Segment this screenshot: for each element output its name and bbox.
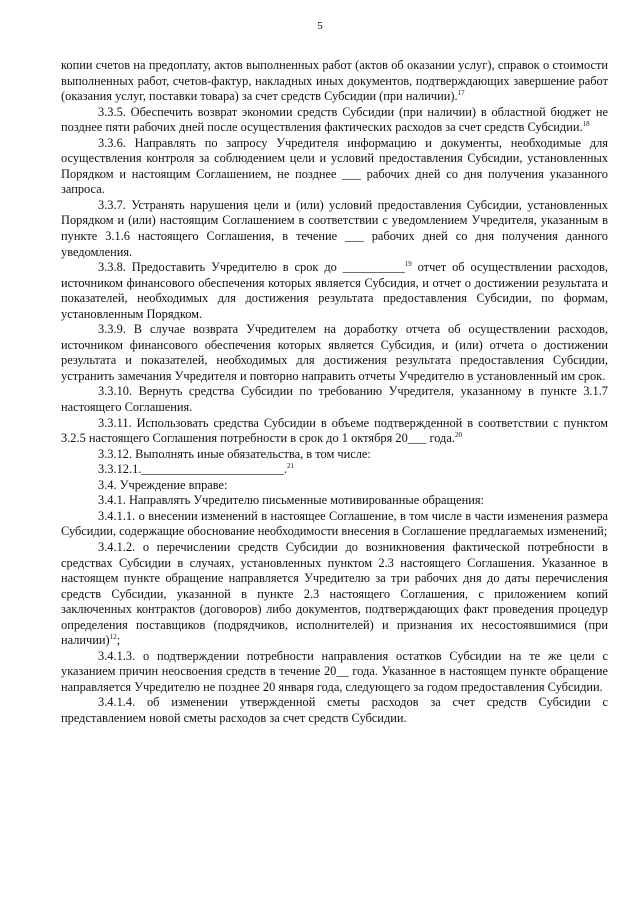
footnote-reference: 19 <box>404 260 412 269</box>
paragraph <box>61 384 608 415</box>
paragraph-text: 3.4.1.1. о внесении изменений в настоящее Соглашение, в том числе в части изменения размера Субсидии, содержащие обоснование необходимости внесения в Соглашение предлагаемых изменений; <box>61 508 608 539</box>
paragraph <box>61 649 608 696</box>
paragraph <box>61 447 608 463</box>
paragraph <box>61 493 608 509</box>
paragraph <box>61 58 608 105</box>
footnote-reference: 18 <box>582 120 590 129</box>
paragraph-text: 3.3.11. Использовать средства Субсидии в объеме подтвержденной в соответствии с пунктом 3.2.5 настоящего Соглашения потребности в срок до 1 октября 20___ года. <box>61 415 608 446</box>
paragraph-text: 3.4. Учреждение вправе: <box>98 477 228 492</box>
document-body <box>61 58 608 727</box>
footnote-reference: 17 <box>457 89 465 98</box>
footnote-reference: 12 <box>109 633 117 642</box>
paragraph <box>61 462 608 478</box>
paragraph <box>61 695 608 726</box>
paragraph-text: 3.3.5. Обеспечить возврат экономии средств Субсидии (при наличии) в областной бюджет не позднее пяти рабочих дней после осуществления фактических расходов за счет средств Субсидии. <box>61 104 608 135</box>
footnote-reference: 20 <box>454 431 462 440</box>
paragraph <box>61 198 608 260</box>
paragraph-text: 3.3.12. Выполнять иные обязательства, в том числе: <box>98 446 371 461</box>
paragraph-text: 3.4.1.2. о перечислении средств Субсидии до возникновения фактической потребности в средствах Субсидии в случаях, установленных пунктом 2.3 настоящего Соглашения. Указанное в настоящем пункте обращение направляется Учредителю за три рабочих дня до даты перечисления средств Субсидии, указанной в пункте 2.3 настоящего Соглашения, с приложением копий заключенных контрактов (договоров) либо документов, подтверждающих факт проведения процедур определения поставщиков (подрядчиков, исполнителей) и признания их несостоявшимися (при наличии) <box>61 539 608 648</box>
paragraph-text: 3.4.1. Направлять Учредителю письменные мотивированные обращения: <box>98 493 484 508</box>
paragraph <box>61 416 608 447</box>
paragraph-text: 3.4.1.4. об изменении утвержденной сметы расходов за счет средств Субсидии с представлением новой сметы расходов за счет средств Субсидии. <box>61 695 608 725</box>
paragraph-text: копии счетов на предоплату, актов выполненных работ (актов об оказании услуг), справок о стоимости выполненных работ, счетов-фактур, накладных иных документов, подтверждающих завершение работ (оказания услуг, поставки товара) за счет средств Субсидии (при наличии). <box>61 58 608 104</box>
paragraph-text: 3.3.7. Устранять нарушения цели и (или) условий предоставления Субсидии, установленных Порядком и (или) настоящим Соглашением в соответствии с уведомлением Учредителя, указанным в пункте 3.1.6 настоящего Соглашения, в течение ___ рабочих дней со дня получения данного уведомления. <box>61 197 608 259</box>
footnote-reference: 21 <box>286 462 294 471</box>
paragraph-text: 3.3.6. Направлять по запросу Учредителя информацию и документы, необходимые для осуществления контроля за соблюдением цели и условий предоставления Субсидии, установленных Порядком и настоящим Соглашением, не позднее ___ рабочих дней со дня получения указанного запроса. <box>61 135 608 197</box>
paragraph <box>61 540 608 649</box>
paragraph-text: 3.3.10. Вернуть средства Субсидии по требованию Учредителя, указанному в пункте 3.1.7 настоящего Соглашения. <box>61 384 608 415</box>
paragraph <box>61 478 608 494</box>
paragraph <box>61 260 608 322</box>
paragraph <box>61 322 608 384</box>
paragraph-text: 3.3.8. Предоставить Учредителю в срок до __________ <box>98 260 405 275</box>
paragraph <box>61 509 608 540</box>
paragraph <box>61 105 608 136</box>
paragraph-text: 3.3.9. В случае возврата Учредителем на доработку отчета об осуществлении расходов, источником финансового обеспечения которых является Субсидия, и (или) отчета о достижении результата и показателей, необходимых для достижения результата предоставления Субсидии, устранить замечания Учредителя и повторно направить отчеты Учредителю в установленный им срок. <box>61 322 608 383</box>
paragraph-text-continued: ; <box>116 633 121 648</box>
paragraph-text-continued: отчет об осуществлении расходов, источником финансового обеспечения которых является Субсидия, и отчет о достижении результата и показателей, необходимых для достижения результата предоставления Субсидии, по формам, установленным Порядком. <box>61 260 609 321</box>
page-number: 5 <box>317 20 323 32</box>
paragraph-text: 3.4.1.3. о подтверждении потребности направления остатков Субсидии на те же цели с указанием причин неосвоения средств в течение 20__ года. Указанное в настоящем пункте обращение направляется Учредителю не позднее 20 января года, следующего за годом предоставления Субсидии. <box>61 648 608 694</box>
paragraph-text: 3.3.12.1._______________________. <box>98 462 287 477</box>
paragraph <box>61 136 608 198</box>
